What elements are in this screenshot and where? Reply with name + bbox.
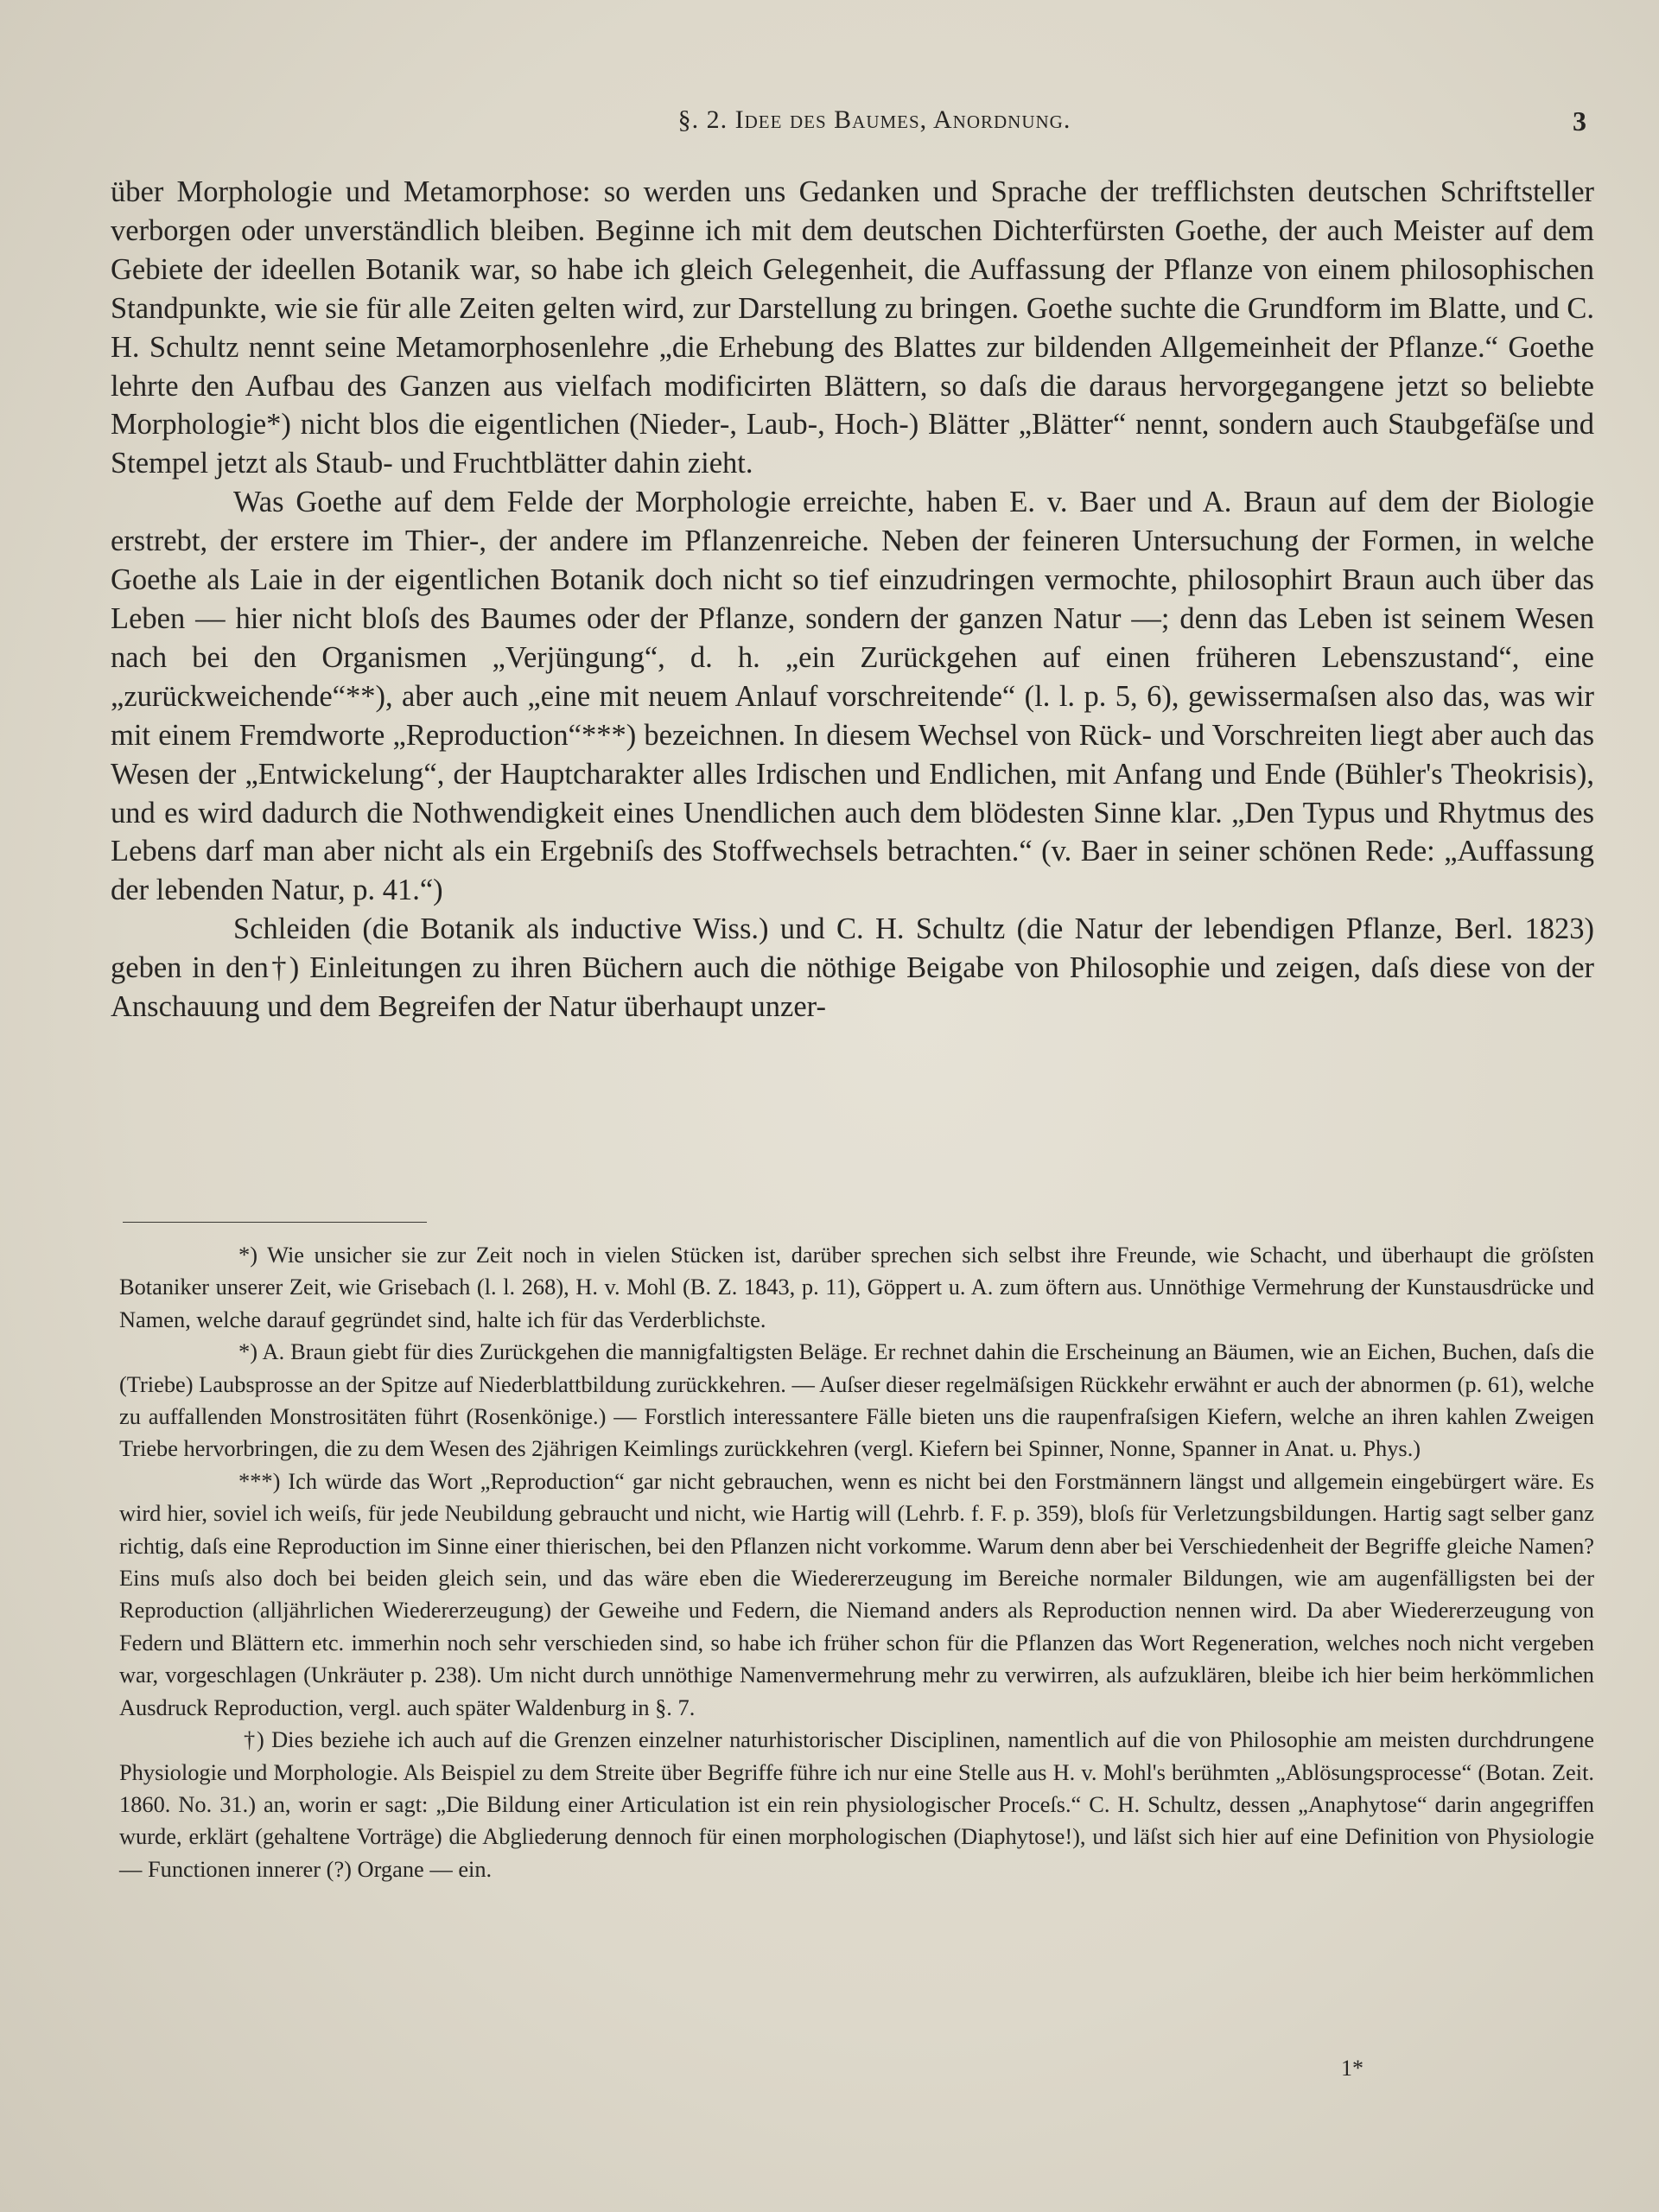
footnotes	[119, 1239, 1594, 1885]
main-text	[111, 173, 1594, 1027]
signature-mark: 1*	[1341, 2056, 1363, 2081]
paragraph-2: Was Goethe auf dem Felde der Morphologie erreichte, haben E. v. Baer und A. Braun auf dem der Biologie erstrebt, der erstere im Thier-, der andere im Pflanzenreiche. Neben der feineren Untersuchung der Formen, in welche Goethe als Laie in der eigentlichen Botanik doch nicht so tief einzudringen vermochte, philosophirt Braun auch über das Leben — hier nicht bloſs des Baumes oder der Pflanze, sondern der ganzen Natur —; denn das Leben ist seinem Wesen nach bei den Organismen „Verjüngung“, d. h. „ein Zurückgehen auf einen früheren Lebenszustand“, eine „zurückweichende“**), aber auch „eine mit neuem Anlauf vorschreitende“ (l. l. p. 5, 6), gewissermaſsen also das, was wir mit einem Fremdworte „Reproduction“***) bezeichnen. In diesem Wechsel von Rück- und Vorschreiten liegt aber auch das Wesen der „Entwickelung“, der Hauptcharakter alles Irdischen und Endlichen, mit Anfang und Ende (Bühler's Theokrisis), und es wird dadurch die Nothwendigkeit eines Unendlichen auch dem blödesten Sinne klar. „Den Typus und Rhytmus des Lebens darf man aber nicht als ein Ergebniſs des Stoffwechsels betrachten.“ (v. Baer in seiner schönen Rede: „Auffassung der lebenden Natur, p. 41.“)	[111, 486, 1594, 907]
paragraph-1: über Morphologie und Metamorphose: so werden uns Gedanken und Sprache der trefflichsten deutschen Schriftsteller verborgen oder unverständlich bleiben. Beginne ich mit dem deutschen Dichterfürsten Goethe, der auch Meister auf dem Gebiete der ideellen Botanik war, so habe ich gleich Gelegenheit, die Auffassung der Pflanze von einem philosophischen Standpunkte, wie sie für alle Zeiten gelten wird, zur Darstellung zu bringen. Goethe suchte die Grundform im Blatte, und C. H. Schultz nennt seine Metamorphosenlehre „die Erhebung des Blattes zur bildenden Allgemeinheit der Pflanze.“ Goethe lehrte den Aufbau des Ganzen aus vielfach modificirten Blättern, so daſs die daraus hervorgegangene jetzt so beliebte Morphologie*) nicht blos die eigentlichen (Nieder-, Laub-, Hoch-) Blätter „Blätter“ nennt, sondern auch Staubgefäſse und Stempel jetzt als Staub- und Fruchtblätter dahin zieht.	[111, 175, 1594, 480]
footnote-4: †) Dies beziehe ich auch auf die Grenzen einzelner naturhistorischer Disciplinen, namentlich auf die von Philosophie am meisten durchdrungene Physiologie und Morphologie. Als Beispiel zu dem Streite über Begriffe führe ich nur eine Stelle aus H. v. Mohl's berühmten „Ablösungsprocesse“ (Botan. Zeit. 1860. No. 31.) an, worin er sagt: „Die Bildung einer Articulation ist ein rein physiologischer Proceſs.“ C. H. Schultz, dessen „Anaphytose“ darin angegriffen wurde, erklärt (gehaltene Vorträge) die Abgliederung dennoch für einen morphologischen (Diaphytose!), und läſst sich hier auf eine Definition von Physiologie — Functionen innerer (?) Organe — ein.	[119, 1726, 1594, 1882]
running-head	[111, 105, 1586, 149]
paragraph-3: Schleiden (die Botanik als inductive Wiss.) und C. H. Schultz (die Natur der lebendigen Pflanze, Berl. 1823) geben in den†) Einleitungen zu ihren Büchern auch die nöthige Beigabe von Philosophie und zeigen, daſs diese von der Anschauung und dem Begreifen der Natur überhaupt unzer-	[111, 912, 1594, 1024]
footnote-2: *) A. Braun giebt für dies Zurückgehen die mannigfaltigsten Beläge. Er rechnet dahin die Erscheinung an Bäumen, wie an Eichen, Buchen, daſs die (Triebe) Laubsprosse an der Spitze auf Niederblattbildung zurückkehren. — Auſser dieser regelmäſsigen Rückkehr erwähnt er auch der abnormen (p. 61), welche zu auffallenden Monstrositäten führt (Rosenkönige.) — Forstlich interessantere Fälle bieten uns die raupenfraſsigen Kiefern, welche an ihren kahlen Zweigen Triebe hervorbringen, die zu dem Wesen des 2jährigen Keimlings zurückkehren (vergl. Kiefern bei Spinner, Nonne, Spanner in Anat. u. Phys.)	[119, 1338, 1594, 1462]
footnote-3: ***) Ich würde das Wort „Reproduction“ gar nicht gebrauchen, wenn es nicht bei den Forstmännern längst und allgemein eingebürgert wäre. Es wird hier, soviel ich weiſs, für jede Neubildung gebraucht und nicht, wie Hartig will (Lehrb. f. F. p. 359), bloſs für Verletzungsbildungen. Hartig sagt selber ganz richtig, daſs eine Reproduction im Sinne einer thierischen, bei den Pflanzen nicht vorkomme. Warum denn aber bei Verschiedenheit der Begriffe gleiche Namen? Eins muſs also doch bei beiden gleich sein, und das wäre eben die Wiedererzeugung im Bereiche normaler Bildungen, wie am augenfälligsten bei der Reproduction (alljährlichen Wiedererzeugung) der Geweihe und Federn, die Niemand anders als Reproduction nennen wird. Da aber Wiedererzeugung von Federn und Blättern etc. immerhin noch sehr verschieden sind, so habe ich früher schon für die Pflanzen das Wort Regeneration, welches noch nicht vergeben war, vorgeschlagen (Unkräuter p. 238). Um nicht durch unnöthige Namenvermehrung mehr zu verwirren, als aufzuklären, bleibe ich hier beim herkömmlichen Ausdruck Reproduction, vergl. auch später Waldenburg in §. 7.	[119, 1467, 1594, 1720]
page-number: 3	[1573, 105, 1586, 137]
footnote-rule	[123, 1222, 427, 1223]
running-title: §. 2. Idee des Baumes, Anordnung.	[677, 105, 1071, 134]
footnote-1: *) Wie unsicher sie zur Zeit noch in vielen Stücken ist, darüber sprechen sich selbst ihre Freunde, wie Schacht, und überhaupt die gröſsten Botaniker unserer Zeit, wie Grisebach (l. l. 268), H. v. Mohl (B. Z. 1843, p. 11), Göppert u. A. zum öftern aus. Unnöthige Vermehrung der Kunstausdrücke und Namen, welche darauf gegründet sind, halte ich für das Verderblichste.	[119, 1242, 1594, 1332]
